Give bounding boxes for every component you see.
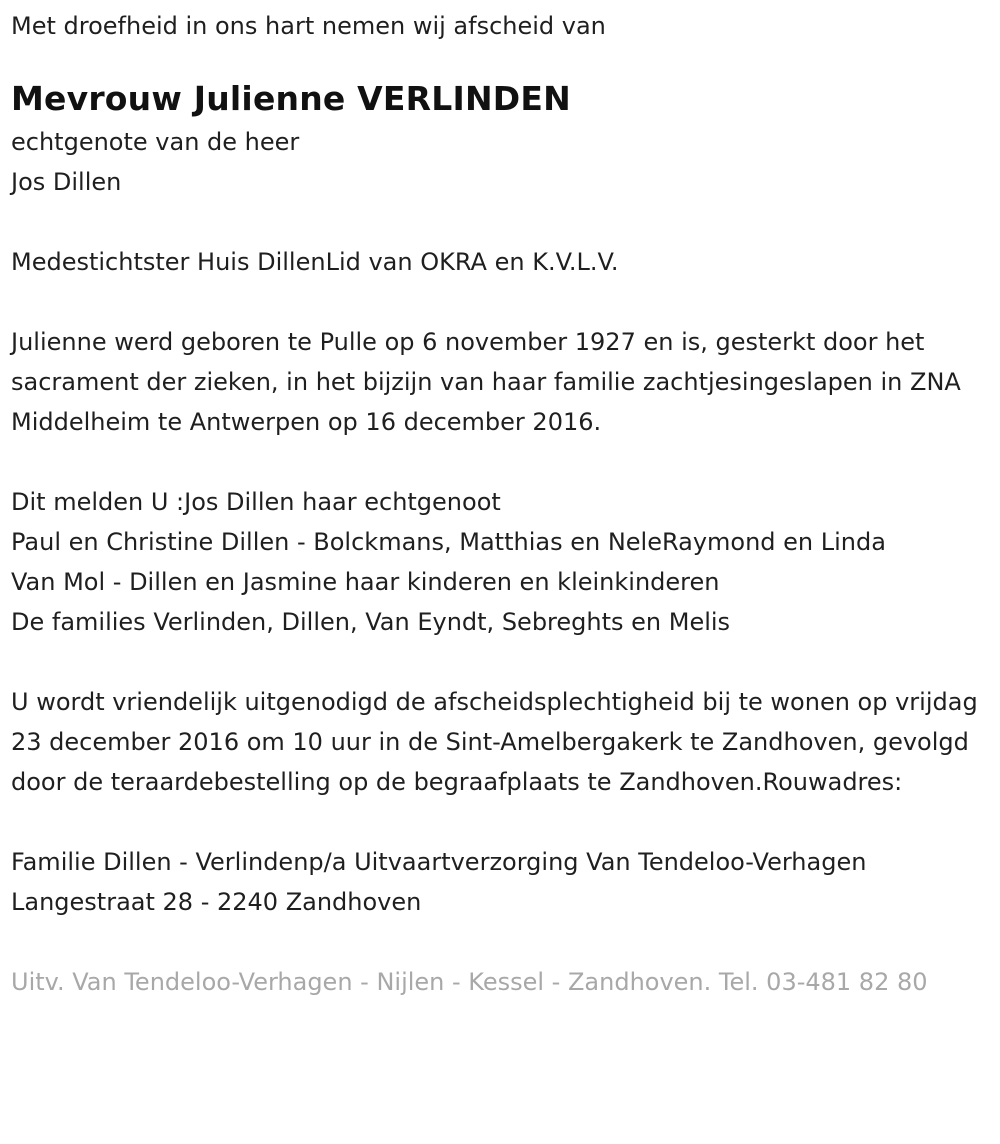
spacer bbox=[11, 922, 990, 962]
address-line: Langestraat 28 - 2240 Zandhoven bbox=[11, 888, 422, 916]
biography-text: Julienne werd geboren te Pulle op 6 november 1927 en is, gesterkt door het sacrament der zieken, in het bijzijn van haar familie zachtjesingeslapen in ZNA Middelheim te Antwerpen op 16 december 2016. bbox=[11, 328, 961, 436]
spacer bbox=[11, 642, 990, 682]
spouse-name: Jos Dillen bbox=[11, 168, 122, 196]
spacer bbox=[11, 802, 990, 842]
intro-text: Met droefheid in ons hart nemen wij afscheid van bbox=[11, 12, 606, 40]
spouse-line: echtgenote van de heer bbox=[11, 128, 300, 156]
ceremony-text: U wordt vriendelijk uitgenodigd de afscheidsplechtigheid bij te wonen op vrijdag 23 december 2016 om 10 uur in de Sint-Amelbergakerk te Zandhoven, gevolgd door de teraardebestelling op de begraafplaats te Zandhoven.Rouwadres: bbox=[11, 688, 978, 796]
announcer-line: De families Verlinden, Dillen, Van Eyndt, Sebreghts en Melis bbox=[11, 608, 731, 636]
deceased-name: Mevrouw Julienne VERLINDEN bbox=[11, 79, 571, 118]
roles-text: Medestichtster Huis DillenLid van OKRA en K.V.L.V. bbox=[11, 248, 619, 276]
announcer-line: Van Mol - Dillen en Jasmine haar kinderen en kleinkinderen bbox=[11, 568, 720, 596]
spacer bbox=[11, 282, 990, 322]
undertaker-footer: Uitv. Van Tendeloo-Verhagen - Nijlen - Kessel - Zandhoven. Tel. 03-481 82 80 bbox=[11, 968, 928, 996]
address-line: Familie Dillen - Verlindenp/a Uitvaartverzorging Van Tendeloo-Verhagen bbox=[11, 848, 867, 876]
announcer-line: Paul en Christine Dillen - Bolckmans, Matthias en NeleRaymond en Linda bbox=[11, 528, 886, 556]
announcer-line: Dit melden U :Jos Dillen haar echtgenoot bbox=[11, 488, 501, 516]
spacer bbox=[11, 202, 990, 242]
spacer bbox=[11, 442, 990, 482]
